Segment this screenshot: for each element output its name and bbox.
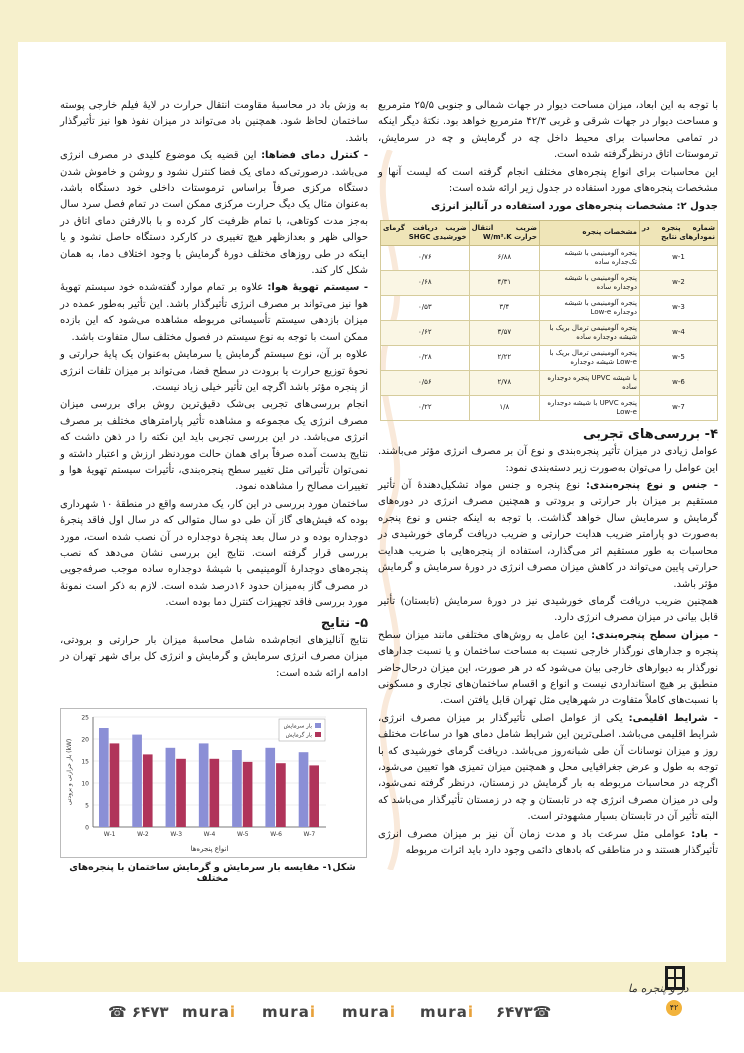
table-cell: ۰/۷۶ xyxy=(381,245,470,270)
table-cell: پنجره آلومینیمی ترمال بریک با Low-e شیشه دوجداره xyxy=(539,345,639,370)
section-heading: ۴- بررسی‌های تجربی xyxy=(583,426,718,442)
table-row xyxy=(381,270,718,295)
table-header-row xyxy=(381,220,718,245)
table-cell: پنجره آلومینیمی با شیشه تک‌جداره ساده xyxy=(539,245,639,270)
legend-label: بار سرمایش xyxy=(283,723,312,730)
table-cell: ۰/۲۲ xyxy=(381,395,470,420)
table-cell: w-2 xyxy=(639,270,717,295)
bar-heating xyxy=(143,754,153,827)
bar-cooling xyxy=(199,743,209,827)
table-row xyxy=(381,320,718,345)
table-cell: ۲/۷۸ xyxy=(469,370,539,395)
table-cell: ۰/۶۸ xyxy=(381,270,470,295)
paragraph: نتایج آنالیزهای انجام‌شده شامل محاسبهٔ میزان بار حرارتی و برودتی، میزان مصرف انرژی سرمایش و گرمایش و انرژی کل برای شهر تهران در ادامه ارائه شده است: xyxy=(60,635,368,679)
bar-cooling xyxy=(232,750,242,827)
x-tick-label: W-5 xyxy=(236,831,249,838)
bar-heating xyxy=(243,762,253,827)
footer xyxy=(0,992,744,1053)
brand-text: در و پنجره ما xyxy=(628,982,689,995)
y-tick-label: 0 xyxy=(85,824,89,832)
x-tick-label: W-3 xyxy=(170,831,183,838)
x-tick-label: W-1 xyxy=(103,831,116,838)
table-cell: ۳/۵۷ xyxy=(469,320,539,345)
x-tick-label: W-7 xyxy=(303,831,316,838)
x-axis-label: انواع پنجره‌ها xyxy=(190,845,229,853)
section-heading: ۵- نتایج xyxy=(320,615,368,631)
footer-number-text: ۶۴۷۳ xyxy=(496,1003,533,1021)
paragraph-text: این عامل به روش‌های مختلفی مانند میزان سطح پنجره و جدارهای نورگذار خارجی نسبت به مساحت ساختمان و یا نسبت جدارهای نورگذار به دیوارهای خارجی بیان می‌شود که در هر صورت، این میزان درحال‌حاضر منطبق بر هیچ استانداردی نیست و انواع و اقسام ساختمان‌های تجاری و مسکونی با نسبت‌های کاملاً متفاوت در شهرهایی مثل تهران قابل یافتن است. xyxy=(378,629,718,707)
bar-heating xyxy=(309,765,319,827)
bar-cooling xyxy=(132,735,142,827)
table-body xyxy=(381,245,718,420)
table-cell: ۰/۵۳ xyxy=(381,295,470,320)
paragraph: به وزش باد در محاسبهٔ مقاومت انتقال حرارت در لایهٔ فیلم خارجی پوسته ساختمان لحاظ شود. همچنین باد می‌تواند در میزان نفوذ هوا نیز تأثیرگذار باشد. xyxy=(60,100,368,144)
paragraph: این محاسبات برای انواع پنجره‌های مختلف انجام گرفته است که لیست آنها و مشخصات پنجره‌های مورد استفاده در جدول زیر ارائه شده است: xyxy=(378,166,718,195)
bar-cooling xyxy=(166,748,176,827)
chart-svg xyxy=(61,709,366,857)
table-caption: جدول ۲: مشخصات پنجره‌های مورد استفاده در آنالیز انرژی xyxy=(431,201,718,213)
table-cell: پنجره آلومینیمی با شیشه دوجداره ساده xyxy=(539,270,639,295)
footer-number-text: ۶۴۷۳ xyxy=(131,1003,169,1021)
page-frame-left xyxy=(0,42,18,964)
table-row xyxy=(381,370,718,395)
table-cell: ۳/۴ xyxy=(469,295,539,320)
legend-label: بار گرمایش xyxy=(285,732,312,739)
table-row xyxy=(381,345,718,370)
paragraph: عوامل زیادی در میزان تأثیر پنجره‌بندی و نوع آن بر مصرف انرژی مؤثر می‌باشند. این عوامل را می‌توان به‌صورت زیر دسته‌بندی نمود: xyxy=(378,446,718,474)
table-cell: ۰/۵۶ xyxy=(381,370,470,395)
bar-heating xyxy=(210,759,220,827)
legend-swatch xyxy=(315,723,321,728)
figure-caption: شکل۱- مقایسه بار سرمایش و گرمایش ساختمان با پنجره‌های مختلف xyxy=(69,862,356,884)
bar-heating xyxy=(176,759,186,827)
table-cell: w-7 xyxy=(639,395,717,420)
x-tick-label: W-6 xyxy=(270,831,282,838)
x-tick-label: W-2 xyxy=(137,831,149,838)
paragraph-text: عواملی مثل سرعت باد و مدت زمان آن نیز بر میزان مصرف انرژی تأثیرگذار هستند و در مناطقی که بادهای دائمی وجود دارد باید اثرات مربوطه xyxy=(378,828,718,856)
footer-brand-murai xyxy=(182,1003,236,1021)
bar-heating xyxy=(276,763,286,827)
y-tick-label: 10 xyxy=(81,780,89,788)
table-cell: پنجره UPVC با شیشه دوجداره Low-e xyxy=(539,395,639,420)
footer-phone-number xyxy=(496,1003,551,1021)
y-tick-label: 15 xyxy=(81,758,89,766)
footer-brand-accent: i xyxy=(389,1003,396,1021)
footer-brand-murai xyxy=(262,1003,316,1021)
table-cell: ۰/۶۲ xyxy=(381,320,470,345)
paragraph xyxy=(378,628,718,710)
x-tick-label: W-4 xyxy=(203,831,216,838)
bar-cooling xyxy=(299,752,309,827)
paragraph xyxy=(60,148,368,279)
table-cell: ۶/۸۸ xyxy=(469,245,539,270)
right-column xyxy=(378,98,718,860)
paragraph: با توجه به این ابعاد، میزان مساحت دیوار در جهات شمالی و جنوبی ۲۵/۵ مترمربع و مساحت دیوار در جهات شرقی و غربی ۴۲/۳ مترمربع خواهد بود. نکتهٔ دیگر اینکه در تمامی محاسبات برای محیط داخل چه در گرمایش و چه در سرمایش، ترموستات اتاق درنظرگرفته شده است. xyxy=(378,100,718,161)
table-cell: ۲/۲۲ xyxy=(469,345,539,370)
table-cell: پنجره آلومینیمی ترمال بریک با شیشه دوجداره ساده xyxy=(539,320,639,345)
bold-lead: - میزان سطح پنجره‌بندی: xyxy=(591,629,719,641)
page-number: ۴۲ xyxy=(666,1000,682,1016)
footer-brand-text: mura xyxy=(342,1003,390,1021)
bold-lead: - کنترل دمای فضاها: xyxy=(261,150,368,162)
footer-brand-text: mura xyxy=(420,1003,468,1021)
table-cell: ۰/۲۸ xyxy=(381,345,470,370)
table-cell: w-3 xyxy=(639,295,717,320)
legend-swatch xyxy=(315,732,321,737)
y-tick-label: 20 xyxy=(81,736,89,744)
paragraph-text: نوع پنجره و جنس مواد تشکیل‌دهندهٔ آن تأثیر مستقیم بر میزان بار حرارتی و برودتی و همچنین مصرف انرژی در دوره‌های گرمایش و سرمایش سال خواهد گذاشت. با توجه به اینکه جنس و نوع پنجره به‌صورت دو پارامتر ضریب هدایت حرارتی و ضریب دریافت گرمای خورشیدی در محاسبات به طور مستقیم اثر می‌گذارد، استفاده از پنجره‌هایی با ضریب هدایت حرارتی پایین می‌تواند در کاهش میزان مصرف انرژی در دورهٔ سرمایش و گرمایش مؤثر باشد. xyxy=(378,480,718,590)
y-axis-label: بار حرارتی و برودتی (kW) xyxy=(66,738,73,806)
table-cell: w-4 xyxy=(639,320,717,345)
footer-brand-accent: i xyxy=(229,1003,236,1021)
table-cell: w-5 xyxy=(639,345,717,370)
bold-lead: - شرایط اقلیمی: xyxy=(628,712,718,724)
paragraph xyxy=(378,827,718,860)
footer-brand-murai xyxy=(420,1003,474,1021)
left-column xyxy=(60,98,368,683)
y-tick-label: 25 xyxy=(81,714,89,722)
table-header: ضریب دریافت گرمای خورشیدی SHGC xyxy=(381,220,470,245)
paragraph: انجام بررسی‌های تجربی بی‌شک دقیق‌ترین روش برای بررسی میزان مصرف انرژی یک مجموعه و مشاهده تأثیر پارامترهای مختلف بر مصرف انرژی می‌باشد. در این بررسی تجربی باید این نکته را در ذهن داشت که نتایج بدست آمده صرفاً برای همان حالت موردنظر ارزش و اعتبار داشته و نمی‌توان تأثیراتی مثل تغییر سطح پنجره‌بندی، تأثیرات سیستم تهویهٔ هوا و تغییرات مصالح را مشاهده نمود. xyxy=(60,399,368,493)
paragraph xyxy=(378,478,718,593)
paragraph-text: علاوه بر تمام موارد گفته‌شده خود سیستم تهویهٔ هوا نیز می‌تواند بر مصرف انرژی تأثیرگذار باشد. این تأثیر به‌طور عمده در میزان بازدهی سیستم تأسیساتی مربوطه مشاهده می‌شود که این بازده ممکن است با توجه به نوع سیستم در فصول مختلف سال متفاوت باشد. xyxy=(60,282,368,343)
bar-heating xyxy=(110,743,120,827)
table-row xyxy=(381,395,718,420)
table-row xyxy=(381,245,718,270)
phone-icon: ☎ xyxy=(108,1003,132,1021)
table-cell: w-1 xyxy=(639,245,717,270)
footer-brand-accent: i xyxy=(309,1003,316,1021)
paragraph xyxy=(60,280,368,346)
bar-chart xyxy=(60,708,367,858)
bold-lead: - سیستم تهویهٔ هوا: xyxy=(267,282,368,294)
footer-phone-number xyxy=(108,1003,169,1021)
bold-lead: - جنس و نوع پنجره‌بندی: xyxy=(586,480,718,492)
table-header: ضریب انتقال حرارت W/m².K xyxy=(469,220,539,245)
bar-cooling xyxy=(265,748,275,827)
table-cell: ۴/۳۱ xyxy=(469,270,539,295)
table-cell: با شیشه UPVC پنجره دوجداره ساده xyxy=(539,370,639,395)
footer-brand-text: mura xyxy=(182,1003,230,1021)
paragraph: ساختمان مورد بررسی در این کار، یک مدرسه واقع در منطقهٔ ۱۰ شهرداری بوده که فیش‌های گاز آن طی دو سال متوالی که در سال اول فاقد پنجرهٔ دوجداره بوده و در سال بعد پنجرهٔ دوجداره در آن نصب شده است، مورد بررسی قرار گرفته است. نتایج این بررسی نشان می‌دهد که نصب پنجره‌های دوجدارهٔ آلومینیمی با شیشهٔ دوجداره ساده موجب صرفه‌جویی در مصرف گاز به‌میزان حدود ۱۶درصد شده است. لازم به ذکر است نمونهٔ مورد بررسی فاقد تجهیزات کنترل دما بوده است. xyxy=(60,498,368,609)
table-cell: w-6 xyxy=(639,370,717,395)
page-frame-top xyxy=(0,0,744,42)
paragraph: علاوه بر آن، نوع سیستم گرمایش یا سرمایش به‌عنوان یک پایهٔ حرارتی و نحوهٔ توزیع حرارت یا برودت در سطح فضا، می‌تواند بر میزان تلفات انرژی از پنجره مؤثر باشد اگرچه این تأثیر خیلی زیاد نیست. xyxy=(60,349,368,393)
paragraph xyxy=(378,711,718,826)
table-header: مشخصات پنجره xyxy=(539,220,639,245)
table-cell: ۱/۸ xyxy=(469,395,539,420)
page-frame-right xyxy=(726,42,744,964)
paragraph-text: یکی از عوامل اصلی تأثیرگذار بر میزان مصرف انرژی، شرایط اقلیمی می‌باشد. اصلی‌ترین این شرایط شامل دمای هوا در ساعات مختلف روز و میزان نوسانات آن طی شبانه‌روز می‌باشد. دریافت گرمای خورشیدی که با توجه به طول و عرض جغرافیایی محل و همچنین میزان تمیزی هوا تعیین می‌شود، اگرچه در محاسبات مربوطه به بار گرمایش در زمستان، درنظر گرفته نمی‌شود، ولی در میزان مصرف انرژی چه در تابستان و چه در زمستان تأثیرگذار می‌باشد که البته تأثیر آن در تابستان بسیار مشهودتر است. xyxy=(378,712,718,823)
windows-spec-table xyxy=(380,220,718,421)
table-header: شماره پنجره در نمودارهای نتایج xyxy=(639,220,717,245)
footer-brand-text: mura xyxy=(262,1003,310,1021)
bold-lead: - باد: xyxy=(691,828,718,840)
bar-cooling xyxy=(99,728,109,827)
footer-brand-murai xyxy=(342,1003,396,1021)
footer-brand-accent: i xyxy=(467,1003,474,1021)
phone-icon: ☎ xyxy=(532,1003,552,1021)
table-cell: پنجره آلومینیمی با شیشه دوجداره Low-e xyxy=(539,295,639,320)
paragraph: همچنین ضریب دریافت گرمای خورشیدی نیز در دورهٔ سرمایش (تابستان) تأثیر قابل بیانی در میزان مصرف انرژی دارد. xyxy=(378,595,718,624)
y-tick-label: 5 xyxy=(85,802,89,810)
paragraph-text: این قضیه یک موضوع کلیدی در مصرف انرژی می‌باشد. درصورتی‌که دمای یک فضا کنترل نشود و روشن و خاموش شدن دستگاه مرکزی صرفاً براساس ترموستات داخلی خود دستگاه باشد، به‌عنوان مثال یک دیگ حرارت مرکزی ممکن است در تمام فصل سرد سال به‌جز مدت کوتاهی، با تمام ظرفیت کار کرده و با بالارفتن دمای اتاق در حوالی ظهر و بعدازظهر هیچ تغییری در کارکرد دستگاه حاصل نشود و یا اینکه در طی روزهای مختلف دورهٔ گرمایش با وجود اختلاف دما، به همان شکل کار کند. xyxy=(60,150,368,277)
table-row xyxy=(381,295,718,320)
